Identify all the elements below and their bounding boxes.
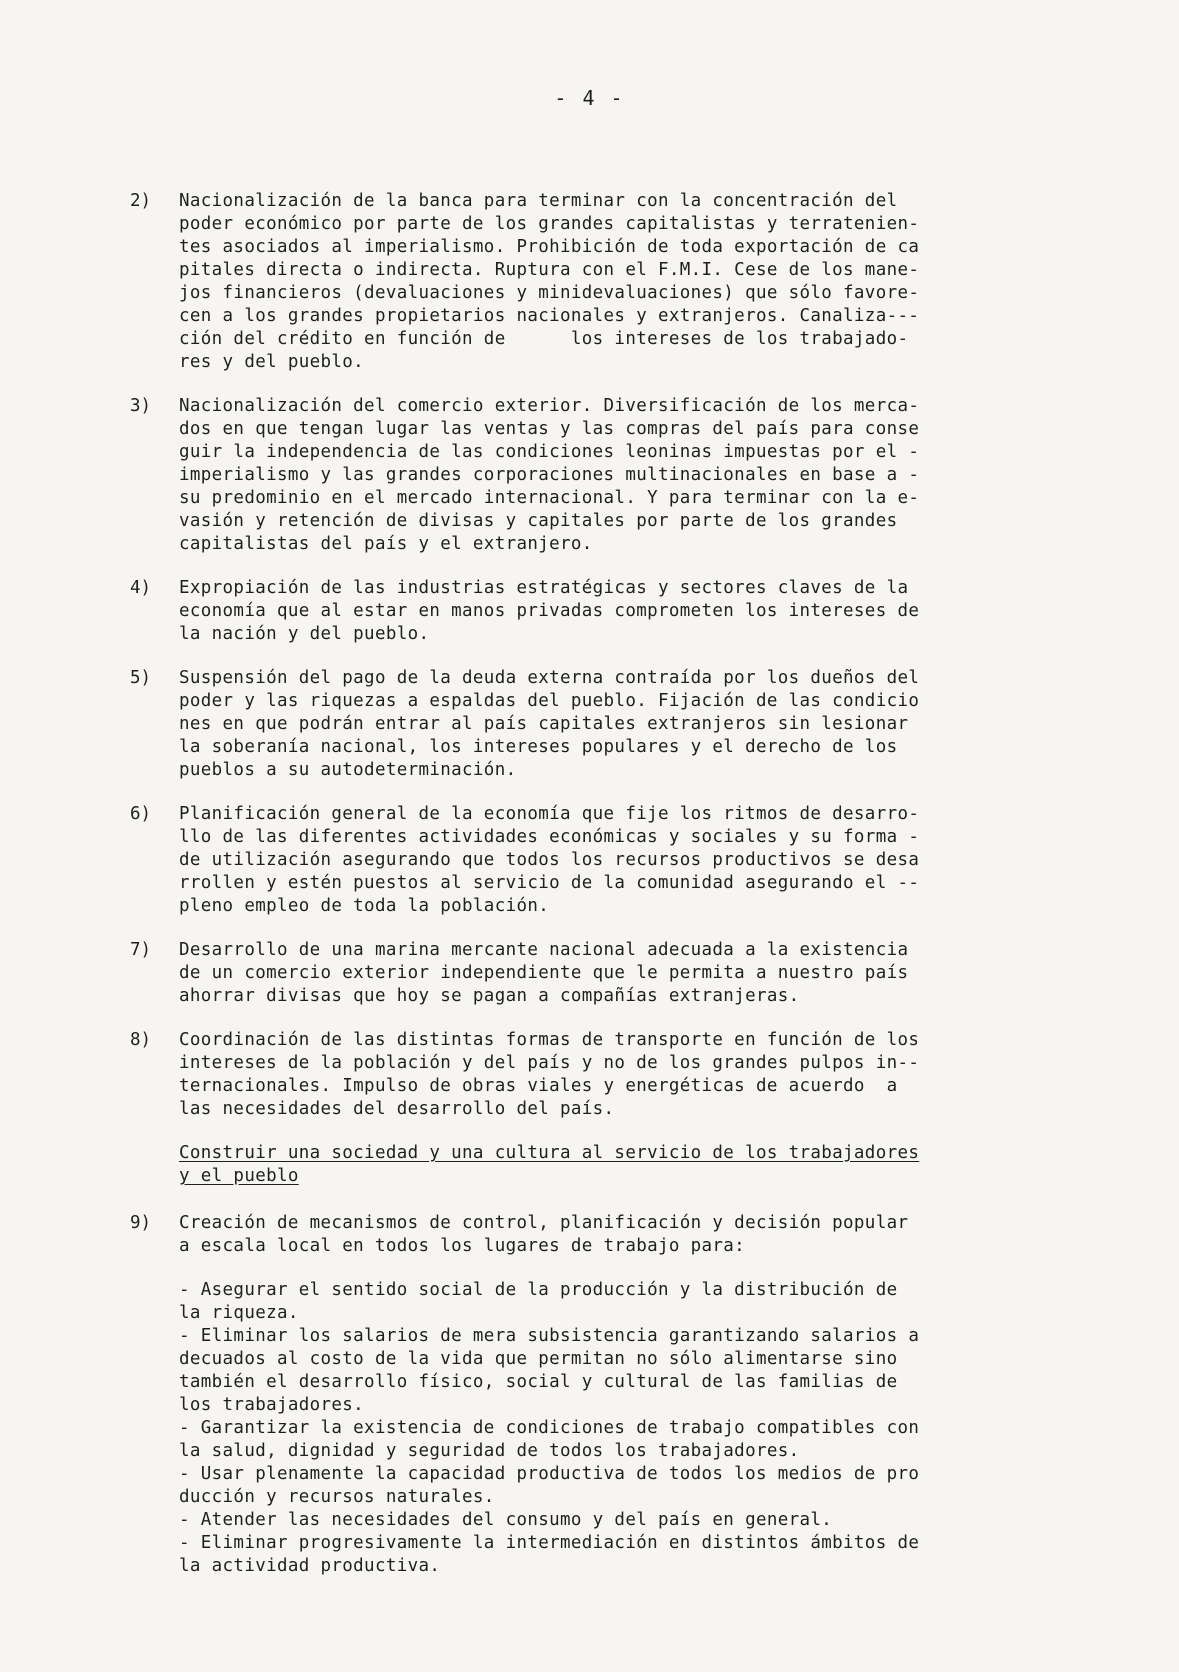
sub-list-line: - Usar plenamente la capacidad productiva de todos los medios de pro: [179, 1464, 920, 1484]
text-line: jos financieros (devaluaciones y minidevaluaciones) que sólo favore-: [179, 283, 920, 303]
item-text: [179, 190, 1070, 374]
text-line: rrollen y estén puestos al servicio de la comunidad asegurando el --: [179, 873, 920, 893]
text-line: guir la independencia de las condiciones leoninas impuestas por el -: [179, 442, 920, 462]
list-item: [130, 395, 1070, 556]
text-line: Nacionalización de la banca para terminar con la concentración del: [179, 191, 898, 211]
text-line: Coordinación de las distintas formas de transporte en función de los: [179, 1030, 920, 1050]
item-text: [179, 577, 1070, 646]
sub-list-line: - Atender las necesidades del consumo y del país en general.: [179, 1510, 833, 1530]
text-line: nes en que podrán entrar al país capitales extranjeros sin lesionar: [179, 714, 909, 734]
list-item: [130, 1029, 1070, 1121]
sub-list-line: - Garantizar la existencia de condiciones de trabajo compatibles con: [179, 1418, 920, 1438]
text-line: Planificación general de la economía que fije los ritmos de desarro-: [179, 804, 920, 824]
item-text: [179, 395, 1070, 556]
text-line: las necesidades del desarrollo del país.: [179, 1099, 615, 1119]
text-line: intereses de la población y del país y no de los grandes pulpos in--: [179, 1053, 920, 1073]
sub-list-line: - Eliminar progresivamente la intermediación en distintos ámbitos de: [179, 1533, 920, 1553]
sub-list-line: la salud, dignidad y seguridad de todos los trabajadores.: [179, 1441, 800, 1461]
item-number: 2): [130, 191, 152, 211]
text-line: Expropiación de las industrias estratégicas y sectores claves de la: [179, 578, 909, 598]
text-line: Nacionalización del comercio exterior. Diversificación de los merca-: [179, 396, 920, 416]
list-item: [130, 1212, 1070, 1578]
item-number: 6): [130, 804, 152, 824]
sub-list: [179, 1279, 1070, 1578]
text-line: pitales directa o indirecta. Ruptura con el F.M.I. Cese de los mane-: [179, 260, 920, 280]
text-line: de un comercio exterior independiente que le permita a nuestro país: [179, 963, 909, 983]
item-number: 4): [130, 578, 152, 598]
text-line: pueblos a su autodeterminación.: [179, 760, 517, 780]
item-text: [179, 803, 1070, 918]
item-number: 7): [130, 940, 152, 960]
text-line: llo de las diferentes actividades económicas y sociales y su forma -: [179, 827, 920, 847]
heading-line: y el pueblo: [179, 1166, 299, 1186]
text-line: poder y las riquezas a espaldas del pueblo. Fijación de las condicio: [179, 691, 920, 711]
text-line: a escala local en todos los lugares de trabajo para:: [179, 1236, 746, 1256]
text-line: dos en que tengan lugar las ventas y las compras del país para conse: [179, 419, 920, 439]
item-number: 3): [130, 396, 152, 416]
text-line: su predominio en el mercado internacional. Y para terminar con la e-: [179, 488, 920, 508]
sub-list-line: la actividad productiva.: [179, 1556, 441, 1576]
text-line: tes asociados al imperialismo. Prohibición de toda exportación de ca: [179, 237, 920, 257]
text-line: vasión y retención de divisas y capitales por parte de los grandes: [179, 511, 898, 531]
text-line: de utilización asegurando que todos los recursos productivos se desa: [179, 850, 920, 870]
item-number: 5): [130, 668, 152, 688]
text-line: la nación y del pueblo.: [179, 624, 430, 644]
sub-list-line: decuados al costo de la vida que permitan no sólo alimentarse sino: [179, 1349, 898, 1369]
item-text: [179, 1029, 1070, 1121]
item-number: 9): [130, 1213, 152, 1233]
text-line: capitalistas del país y el extranjero.: [179, 534, 593, 554]
text-line: la soberanía nacional, los intereses populares y el derecho de los: [179, 737, 898, 757]
list-item: [130, 577, 1070, 646]
text-line: imperialismo y las grandes corporaciones multinacionales en base a -: [179, 465, 920, 485]
sub-list-line: - Eliminar los salarios de mera subsistencia garantizando salarios a: [179, 1326, 920, 1346]
text-line: cen a los grandes propietarios nacionales y extranjeros. Canaliza---: [179, 306, 920, 326]
text-line: pleno empleo de toda la población.: [179, 896, 550, 916]
text-line: res y del pueblo.: [179, 352, 365, 372]
text-line: Creación de mecanismos de control, planificación y decisión popular: [179, 1213, 909, 1233]
text-line: poder económico por parte de los grandes capitalistas y terratenien-: [179, 214, 920, 234]
list-item: [130, 667, 1070, 782]
section-heading: [179, 1142, 1070, 1188]
item-text: [179, 1212, 1070, 1578]
item-text: [179, 667, 1070, 782]
sub-list-line: ducción y recursos naturales.: [179, 1487, 495, 1507]
text-line: Desarrollo de una marina mercante nacional adecuada a la existencia: [179, 940, 909, 960]
text-line: Suspensión del pago de la deuda externa contraída por los dueños del: [179, 668, 920, 688]
text-line: economía que al estar en manos privadas comprometen los intereses de: [179, 601, 920, 621]
sub-list-line: los trabajadores.: [179, 1395, 365, 1415]
list-item: [130, 190, 1070, 374]
text-line: ahorrar divisas que hoy se pagan a compañías extranjeras.: [179, 986, 800, 1006]
list-item: [130, 803, 1070, 918]
text-line: ternacionales. Impulso de obras viales y energéticas de acuerdo a: [179, 1076, 898, 1096]
sub-list-line: también el desarrollo físico, social y cultural de las familias de: [179, 1372, 898, 1392]
item-text: [179, 939, 1070, 1008]
sub-list-line: - Asegurar el sentido social de la producción y la distribución de: [179, 1280, 898, 1300]
list-item: [130, 939, 1070, 1008]
heading-line: Construir una sociedad y una cultura al servicio de los trabajadores: [179, 1143, 920, 1163]
item-number: 8): [130, 1030, 152, 1050]
sub-list-line: la riqueza.: [179, 1303, 299, 1323]
document-body: [130, 190, 1070, 1599]
page-number: - 4 -: [554, 86, 625, 110]
text-line: ción del crédito en función de los intereses de los trabajado-: [179, 329, 909, 349]
